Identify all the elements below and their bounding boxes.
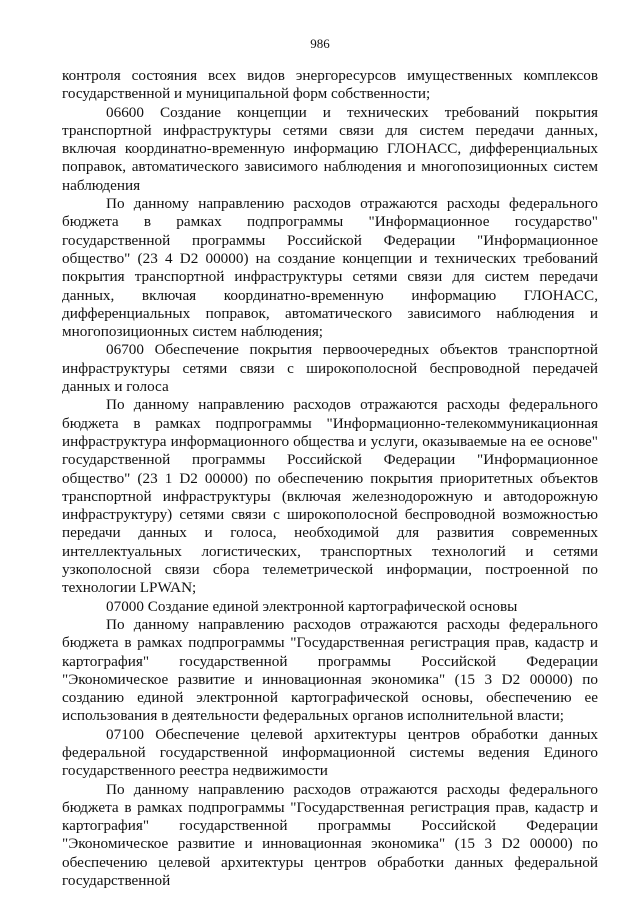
page-number: 986 [310,36,330,51]
paragraph-body: По данному направлению расходов отражаются расходы федерального бюджета в рамках подпрограммы "Государственная регистрация прав, кадастр и картография" государственной программы Российской Федерации "Экономическое развитие и инновационная экономика" (15 3 D2 00000) по обеспечению целевой архитектуры центров обработки данных федеральной государственной [62,780,598,890]
paragraph-continuation: контроля состояния всех видов энергоресурсов имущественных комплексов государственной и муниципальной форм собственности; [62,67,598,103]
paragraph-body: По данному направлению расходов отражаются расходы федерального бюджета в рамках подпрограммы "Информационно-телекоммуникационная инфраструктура информационного общества и услуги, оказываемые на ее основе" государственной программы Российской Федерации "Информационное общество" (23 1 D2 00000) по обеспечению покрытия приоритетных объектов транспортной инфраструктуры (включая железнодорожную и автодорожную инфраструктуру) сетями связи с широкополосной беспроводной возможностью передачи данных и голоса, необходимой для развития современных интеллектуальных логистических, транспортных технологий и сетями узкополосной связи сбора телеметрической информации, построенной по технологии LPWAN; [62,396,598,597]
document-body [62,67,598,890]
paragraph-body: По данному направлению расходов отражаются расходы федерального бюджета в рамках подпрограммы "Государственная регистрация прав, кадастр и картография" государственной программы Российской Федерации "Экономическое развитие и инновационная экономика" (15 3 D2 00000) по созданию единой электронной картографической основы, обеспечению ее использования в деятельности федеральных органов исполнительной власти; [62,615,598,725]
paragraph-body: По данному направлению расходов отражаются расходы федерального бюджета в рамках подпрограммы "Информационное государство" государственной программы Российской Федерации "Информационное общество" (23 4 D2 00000) на создание концепции и технических требований покрытия транспортной инфраструктуры сетями связи для систем передачи данных, включая координатно-временную информацию ГЛОНАСС, дифференциальных поправок, автоматического зависимого наблюдения и многопозиционных систем наблюдения; [62,195,598,341]
section-heading-07100: 07100 Обеспечение целевой архитектуры центров обработки данных федеральной государственной информационной системы ведения Единого государственного реестра недвижимости [62,725,598,780]
section-heading-07000: 07000 Создание единой электронной картографической основы [106,597,518,615]
section-heading-06700: 06700 Обеспечение покрытия первоочередных объектов транспортной инфраструктуры сетями связи с широкополосной беспроводной передачей данных и голоса [62,341,598,396]
section-heading-06600: 06600 Создание концепции и технических требований покрытия транспортной инфраструктуры сетями связи для систем передачи данных, включая координатно-временную информацию ГЛОНАСС, дифференциальных поправок, автоматического зависимого наблюдения и многопозиционных систем наблюдения [62,103,598,194]
